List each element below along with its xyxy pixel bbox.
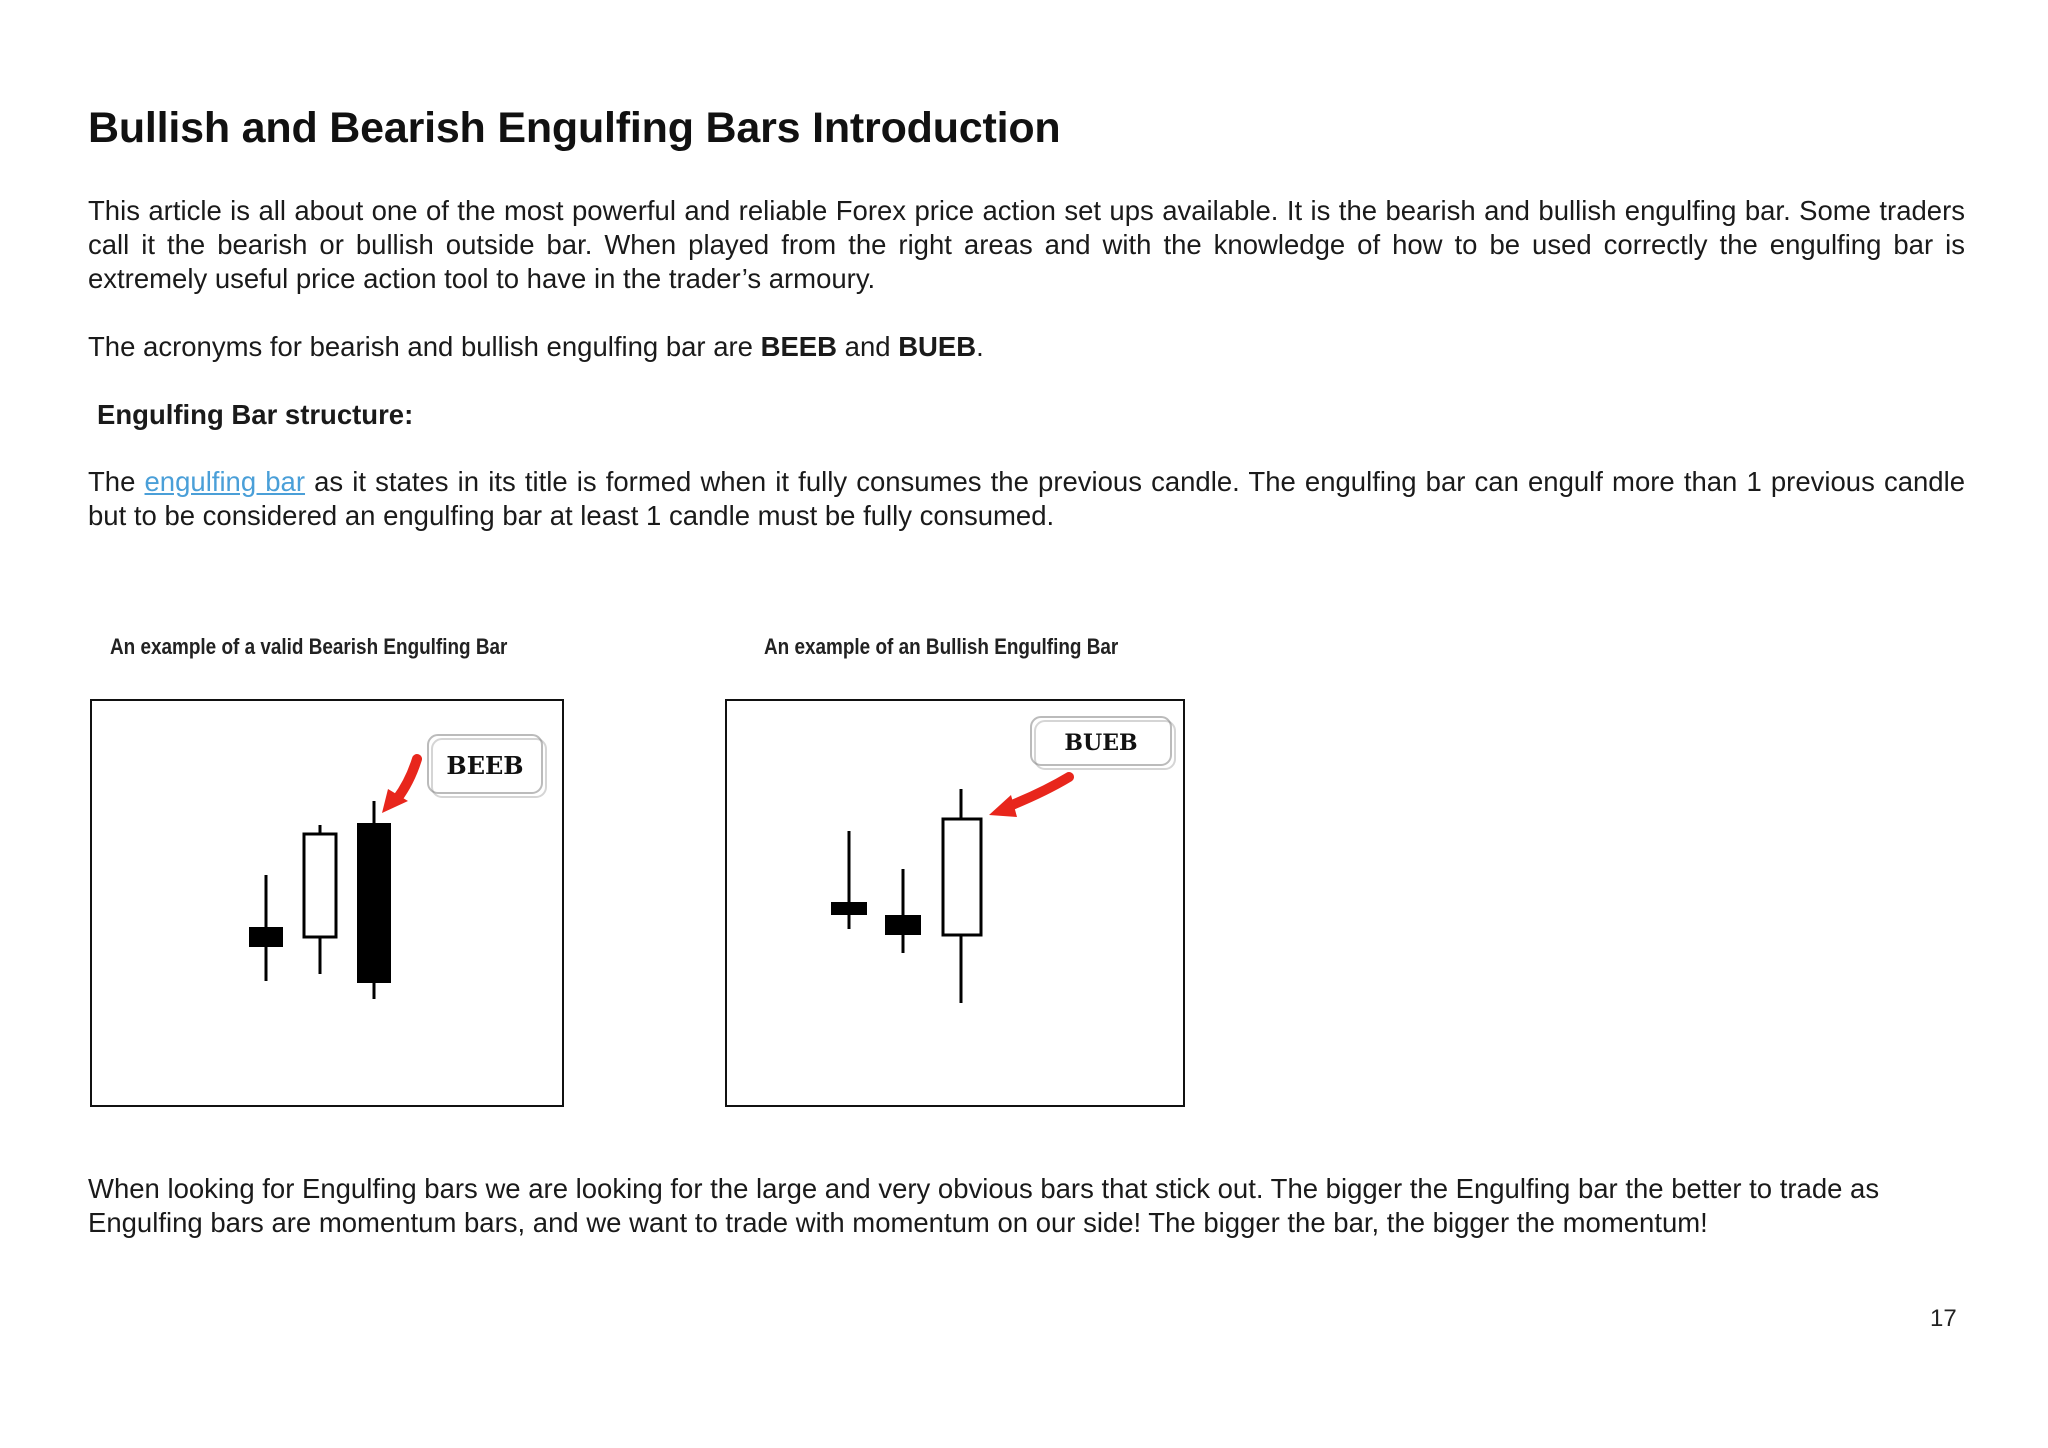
acronyms-text-and: and [837, 331, 899, 362]
bueb-label: BUEB [1064, 730, 1138, 756]
candle-3-body [943, 819, 981, 935]
beeb-acronym: BEEB [760, 331, 838, 362]
bearish-figure-caption: An example of a valid Bearish Engulfing Bar [110, 634, 508, 659]
intro-paragraph: This article is all about one of the most powerful and reliable Forex price action set ups available. It is the bearish and bullish engulfing bar. Some traders call it the bearish or bullish outside bar. When played from the right areas and with the knowledge of how to be used correctly the engulfing bar is extremely useful price action tool to have in the trader’s armoury. [88, 195, 1965, 294]
beeb-label: BEEB [446, 751, 524, 780]
acronyms-text-before: The acronyms for bearish and bullish engulfing bar are [88, 331, 761, 362]
structure-paragraph [88, 465, 1965, 533]
candle-2-body [885, 915, 921, 935]
structure-heading: Engulfing Bar structure: [97, 399, 414, 430]
bullish-figure-caption: An example of an Bullish Engulfing Bar [764, 634, 1119, 659]
bullish-candles-illustration [727, 701, 1183, 1105]
structure-text-before: The [88, 466, 145, 497]
bueb-acronym: BUEB [898, 331, 977, 362]
closing-paragraph: When looking for Engulfing bars we are looking for the large and very obvious bars that stick out. The bigger the Engulfing bar the better to trade as Engulfing bars are momentum bars, and we want to trade with momentum on our side! The bigger the bar, the bigger the momentum! [88, 1173, 1880, 1238]
red-arrow-icon [382, 759, 417, 813]
engulfing-bar-link[interactable]: engulfing bar [144, 466, 306, 497]
candle-1-body [831, 902, 867, 915]
candle-3-body [357, 823, 391, 983]
acronyms-paragraph [88, 330, 1965, 364]
candle-1-body [249, 927, 283, 947]
bearish-engulfing-figure [90, 699, 564, 1107]
structure-text-after: as it states in its title is formed when it fully consumes the previous candle. The engulfing bar can engulf more than 1 previous candle but to be considered an engulfing bar at least 1 candle must be fully consumed. [88, 466, 1965, 531]
candle-2-body [304, 834, 336, 937]
page-number: 17 [1930, 1305, 1957, 1332]
red-arrow-icon [989, 777, 1069, 817]
bearish-candles-illustration [92, 701, 562, 1105]
acronyms-text-after: . [976, 331, 984, 362]
beeb-label-box [428, 735, 546, 797]
bueb-label-box [1031, 717, 1175, 769]
page-title: Bullish and Bearish Engulfing Bars Introduction [88, 104, 1061, 152]
bullish-engulfing-figure [725, 699, 1185, 1107]
